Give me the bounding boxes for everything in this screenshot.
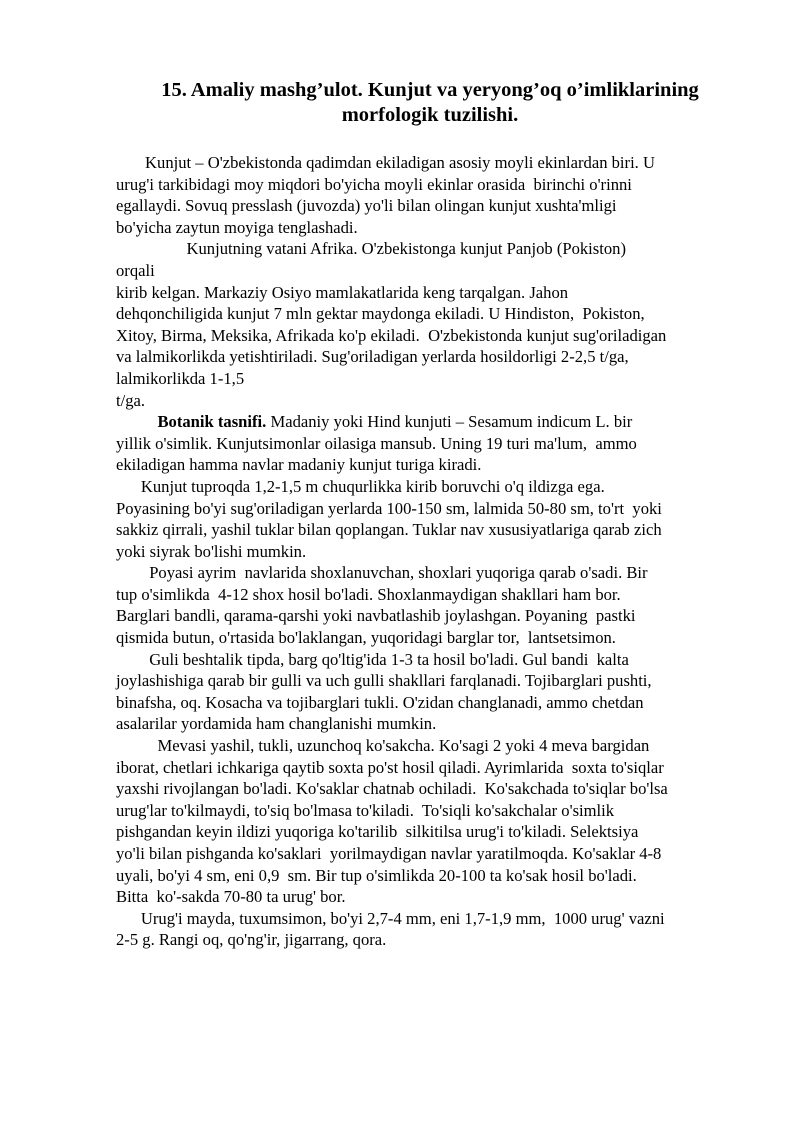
paragraph-stem [116, 562, 756, 648]
paragraph-origin [116, 238, 756, 411]
text-line: qismida butun, o'rtasida bo'laklangan, yuqoridagi barglar tor, lantsetsimon. [116, 628, 616, 648]
text-line: Barglari bandli, qarama-qarshi yoki navbatlashib joylashgan. Poyaning pastki [116, 606, 636, 626]
text-line: 2-5 g. Rangi oq, qo'ng'ir, jigarrang, qora. [116, 930, 387, 950]
title-line-2: morfologik tuzilishi. [341, 104, 519, 126]
text-line [116, 411, 756, 433]
text-line: yoki siyrak bo'lishi mumkin. [116, 541, 307, 561]
text-line: asalarilar yordamida ham changlanishi mumkin. [116, 714, 437, 734]
text-line: va lalmikorlikda yetishtiriladi. Sug'oriladigan yerlarda hosildorligi 2-2,5 t/ga, [116, 347, 629, 367]
text-line: urug'i tarkibidagi moy miqdori bo'yicha moyli ekinlar orasida birinchi o'rinni [116, 174, 632, 194]
text-line: tup o'simlikda 4-12 shox hosil bo'ladi. Shoxlanmaydigan shakllari ham bor. [116, 584, 621, 604]
document-body [116, 152, 756, 951]
text-line: Bitta ko'-sakda 70-80 ta urug' bor. [116, 887, 346, 907]
text-line: Xitoy, Birma, Meksika, Afrikada ko'p ekiladi. O'zbekistonda kunjut sug'oriladigan [116, 325, 667, 345]
page-title [100, 78, 760, 128]
paragraph-flower [116, 649, 756, 735]
text-line: dehqonchiligida kunjut 7 mln gektar maydonga ekiladi. U Hindiston, Pokiston, [116, 304, 645, 324]
text-line: Kunjut – O'zbekistonda qadimdan ekiladigan asosiy moyli ekinlardan biri. U [116, 153, 655, 172]
text-line: urug'lar to'kilmaydi, to'siq bo'lmasa to'kiladi. To'siqli ko'sakchalar o'simlik [116, 800, 615, 820]
text-line: lalmikorlikda 1-1,5 [116, 368, 245, 388]
text-line: binafsha, oq. Kosacha va tojibarglari tukli. O'zidan changlanadi, ammo chetdan [116, 692, 644, 712]
indent [116, 412, 157, 431]
text-line: sakkiz qirrali, yashil tuklar bilan qoplangan. Tuklar nav xususiyatlariga qarab zich [116, 520, 662, 540]
paragraph-intro [116, 152, 756, 238]
text-line: Urug'i mayda, tuxumsimon, bo'yi 2,7-4 mm, eni 1,7-1,9 mm, 1000 urug' vazni [116, 908, 665, 928]
text-line: pishgandan keyin ildizi yuqoriga ko'tarilib silkitilsa urug'i to'kiladi. Selektsiya [116, 822, 639, 842]
text-line: egallaydi. Sovuq presslash (juvozda) yo'li bilan olingan kunjut xushta'mligi [116, 196, 617, 216]
title-line-1: 15. Amaliy mashg’ulot. Kunjut va yeryong’oq o’imliklarining [161, 79, 699, 101]
text-line: t/ga. [116, 390, 146, 410]
text-line: orqali [116, 260, 155, 280]
text-line: joylashishiga qarab bir gulli va uch gulli shakllari farqlanadi. Tojibarglari pushti, [116, 671, 652, 691]
text-line: Kunjut tuproqda 1,2-1,5 m chuqurlikka kirib boruvchi o'q ildizga ega. [116, 476, 605, 496]
text-line: yo'li bilan pishganda ko'saklari yorilmaydigan navlar yaratilmoqda. Ko'saklar 4-8 [116, 844, 662, 863]
text-line: Poyasi ayrim navlarida shoxlanuvchan, shoxlari yuqoriga qarab o'sadi. Bir [116, 563, 648, 583]
section-heading: Botanik tasnifi. [157, 412, 267, 432]
paragraph-seed [116, 908, 756, 951]
text-line: bo'yicha zaytun moyiga tenglashadi. [116, 217, 358, 237]
text-line: yillik o'simlik. Kunjutsimonlar oilasiga mansub. Uning 19 turi ma'lum, ammo [116, 433, 637, 453]
paragraph-root [116, 476, 756, 562]
text-line: iborat, chetlari ichkariga qaytib soxta po'st hosil qiladi. Ayrimlarida soxta to'siqlar [116, 757, 664, 777]
text-line: Mevasi yashil, tukli, uzunchoq ko'sakcha. Ko'sagi 2 yoki 4 meva bargidan [116, 736, 650, 756]
text-line: kirib kelgan. Markaziy Osiyo mamlakatlarida keng tarqalgan. Jahon [116, 282, 569, 302]
text-line: Guli beshtalik tipda, barg qo'ltig'ida 1-3 ta hosil bo'ladi. Gul bandi kalta [116, 649, 629, 669]
paragraph-fruit [116, 735, 756, 908]
text-line: uyali, bo'yi 4 sm, eni 0,9 sm. Bir tup o'simlikda 20-100 ta ko'sak hosil bo'ladi. [116, 865, 637, 885]
text-line: Poyasining bo'yi sug'oriladigan yerlarda 100-150 sm, lalmida 50-80 sm, to'rt yoki [116, 498, 662, 518]
text-line: ekiladigan hamma navlar madaniy kunjut turiga kiradi. [116, 455, 482, 475]
paragraph-botanic [116, 411, 756, 476]
text-line: yaxshi rivojlangan bo'ladi. Ko'saklar chatnab ochiladi. Ko'sakchada to'siqlar bo'lsa [116, 779, 668, 799]
text-run: Madaniy yoki Hind kunjuti – Sesamum indicum L. bir [266, 412, 633, 432]
text-line: Kunjutning vatani Afrika. O'zbekistonga kunjut Panjob (Pokiston) [116, 239, 626, 259]
